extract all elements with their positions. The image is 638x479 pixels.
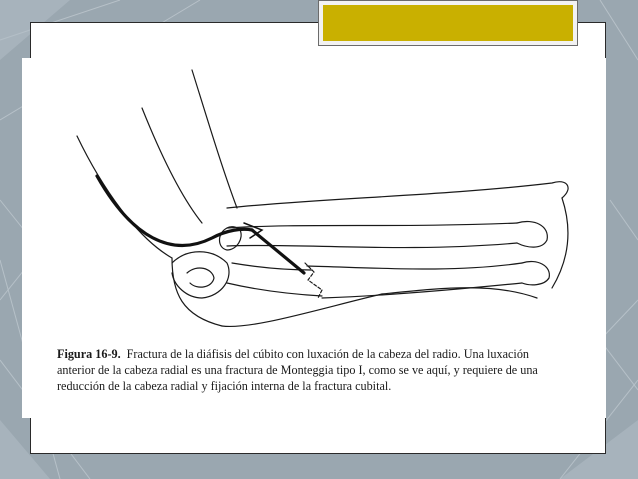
caption-label: Figura 16-9. xyxy=(57,347,121,361)
figure-scan xyxy=(22,58,606,418)
caption-text: Fractura de la diáfisis del cúbito con luxación de la cabeza del radio. Una luxación anterior de la cabeza radial es una fractura de Monteggia tipo I, como se ve aquí, y requiere de una reducción de la cabeza radial y fijación interna de la fractura cubital. xyxy=(57,347,538,393)
accent-tab xyxy=(318,0,578,46)
elbow-fracture-illustration xyxy=(22,58,606,348)
figure-caption xyxy=(57,346,569,394)
accent-tab-fill xyxy=(323,5,573,41)
